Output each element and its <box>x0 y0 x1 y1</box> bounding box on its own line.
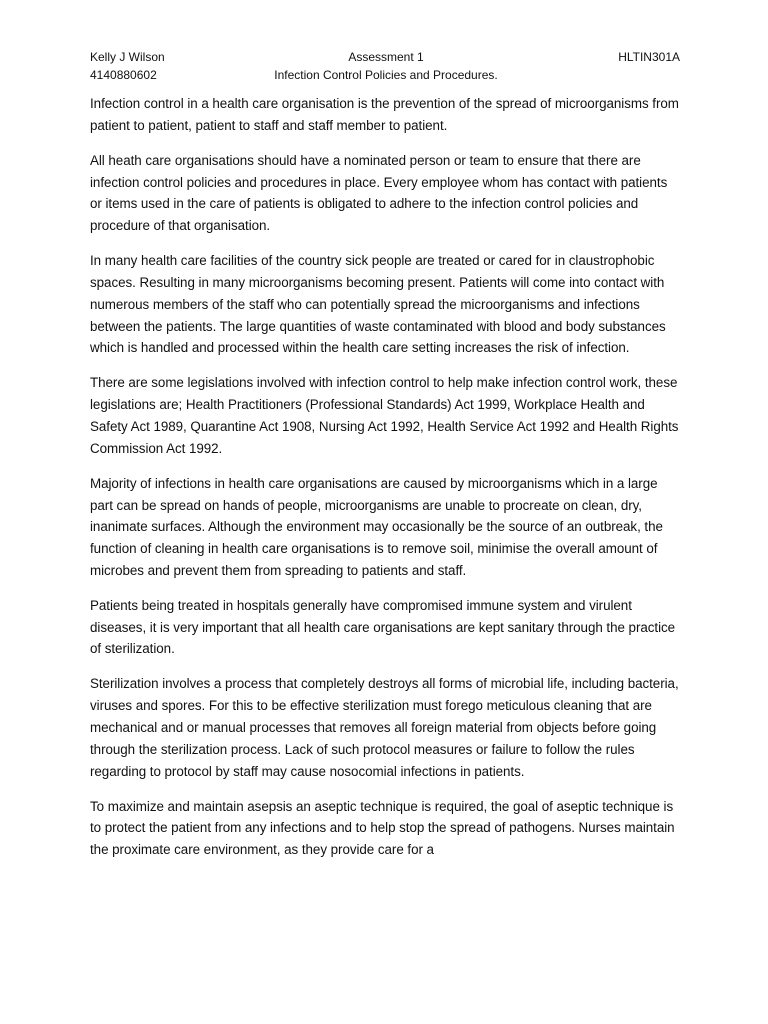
paragraph: To maximize and maintain asepsis an aseptic technique is required, the goal of aseptic technique is to protect the patient from any infections and to help stop the spread of pathogens. Nurses maintain the proximate care environment, as they provide care for a <box>90 798 675 858</box>
unit-code: HLTIN301A <box>618 50 680 64</box>
author-name: Kelly J Wilson <box>90 50 165 64</box>
assessment-label: Assessment 1 <box>348 50 424 64</box>
header-left <box>90 48 165 84</box>
paragraph: All heath care organisations should have a nominated person or team to ensure that there are infection control policies and procedures in place. Every employee whom has contact with patients or items used in the care of patients is obligated to adhere to the infection control policies and procedure of that organisation. <box>90 152 668 234</box>
header-right <box>618 48 680 66</box>
paragraph: There are some legislations involved with infection control to help make infection control work, these legislations are; Health Practitioners (Professional Standards) Act 1999, Workplace Health and Safety Act 1989, Quarantine Act 1908, Nursing Act 1992, Health Service Act 1992 and Health Rights Commission Act 1992. <box>90 375 679 456</box>
document-title: Infection Control Policies and Procedures. <box>274 68 498 82</box>
paragraph: Sterilization involves a process that completely destroys all forms of microbial life, including bacteria, viruses and spores. For this to be effective sterilization must forego meticulous cleaning that are mechanical and or manual processes that removes all foreign material from objects before going through the sterilization process. Lack of such protocol measures or failure to follow the rules regarding to protocol by staff may cause nosocomial infections in patients. <box>90 676 679 779</box>
student-id: 4140880602 <box>90 68 157 82</box>
paragraph: Majority of infections in health care organisations are caused by microorganisms which in a large part can be spread on hands of people, microorganisms are unable to procreate on clean, dry, inanimate surfaces. Although the environment may occasionally be the source of an outbreak, the function of cleaning in health care organisations is to remove soil, minimise the overall amount of microbes and prevent them from spreading to patients and staff. <box>90 475 663 578</box>
document-body <box>90 93 680 874</box>
header-center <box>266 48 506 84</box>
paragraph: In many health care facilities of the country sick people are treated or cared for in claustrophobic spaces. Resulting in many microorganisms becoming present. Patients will come into contact with numerous members of the staff who can potentially spread the microorganisms and infections between the patients. The large quantities of waste contaminated with blood and body substances which is handled and processed within the health care setting increases the risk of infection. <box>90 253 666 356</box>
page-header <box>90 48 680 84</box>
paragraph: Patients being treated in hospitals generally have compromised immune system and virulent diseases, it is very important that all health care organisations are kept sanitary through the practice of sterilization. <box>90 597 676 657</box>
paragraph: Infection control in a health care organisation is the prevention of the spread of microorganisms from patient to patient, patient to staff and staff member to patient. <box>90 96 679 133</box>
